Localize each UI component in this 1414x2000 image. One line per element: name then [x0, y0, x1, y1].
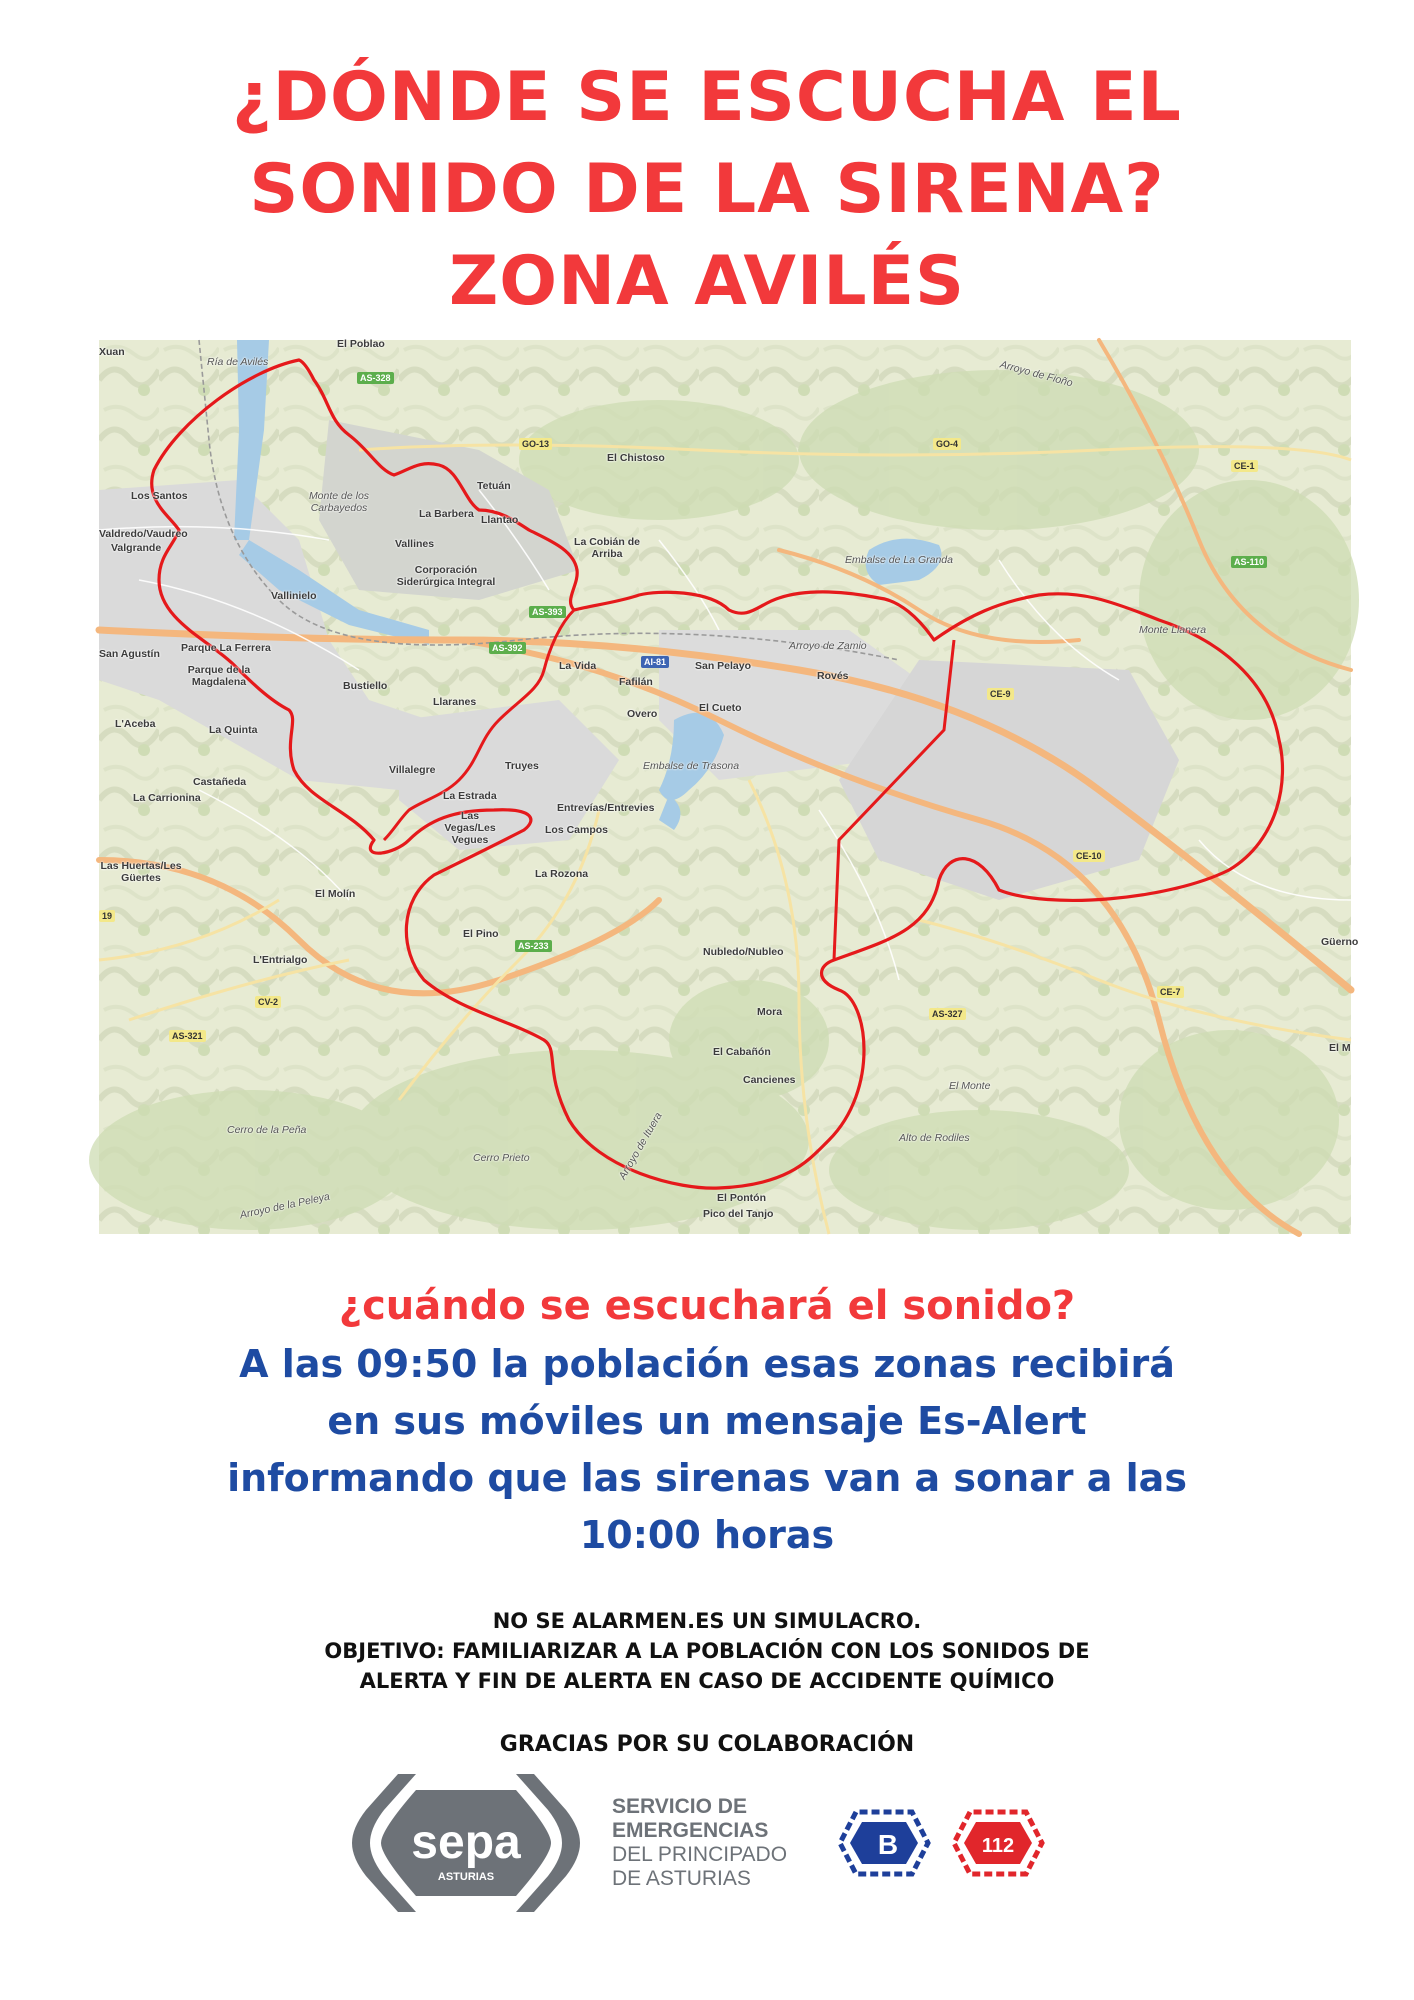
org-line-4: DE ASTURIAS: [612, 1867, 751, 1890]
place-label: L'Aceba: [115, 718, 156, 730]
firefighters-badge-icon: [836, 1808, 932, 1878]
place-label: Arroyo de Ituera: [616, 1110, 665, 1182]
place-label: San Agustín: [99, 648, 160, 660]
info-line-3: informando que las sirenas van a sonar a las: [227, 1456, 1187, 1500]
place-label: Embalse de Trasona: [643, 760, 740, 772]
place-label: Mora: [757, 1006, 783, 1018]
place-label: Arroyo de la Peleya: [238, 1190, 331, 1222]
thanks-text: GRACIAS POR SU COLABORACIÓN: [499, 1732, 915, 1757]
sepa-logo: [346, 1770, 586, 1916]
place-label: El Pino: [463, 928, 499, 940]
info-line-2: en sus móviles un mensaje Es-Alert: [327, 1399, 1087, 1443]
place-label: Cancienes: [743, 1074, 796, 1086]
place-label: Pico del Tanjo: [703, 1208, 774, 1220]
road-shield: AS-110: [1231, 556, 1267, 568]
place-label: El M: [1329, 1042, 1351, 1054]
road-shield: AS-328: [357, 372, 394, 384]
place-label: Xuan: [99, 346, 125, 358]
place-label: Monte de los Carbayedos: [308, 490, 370, 514]
note-line-3: ALERTA Y FIN DE ALERTA EN CASO DE ACCIDENTE QUÍMICO: [359, 1669, 1055, 1693]
road-shield: CV-2: [255, 996, 281, 1008]
org-line-3: DEL PRINCIPADO: [612, 1843, 788, 1866]
road-shield: AS-233: [515, 940, 552, 952]
road-shield: CE-10: [1073, 850, 1105, 862]
road-shield: AS-327: [929, 1008, 966, 1020]
place-label: Rovés: [817, 670, 849, 682]
place-label: El Cabañón: [713, 1046, 771, 1058]
place-label: L'Entrialgo: [253, 954, 308, 966]
title-line-3: ZONA AVILÉS: [448, 242, 966, 321]
place-label: La Barbera: [419, 508, 474, 520]
place-label: Fafilán: [619, 676, 653, 688]
svg-text:B: B: [877, 1829, 899, 1860]
place-label: Valgrande: [111, 542, 162, 554]
organization-name: [612, 1795, 787, 1891]
place-label: Cerro Prieto: [473, 1152, 530, 1164]
place-label: La Vida: [559, 660, 597, 672]
road-shield: AS-393: [529, 606, 566, 618]
place-label: El Cueto: [699, 702, 742, 714]
place-label: Corporación Siderúrgica Integral: [396, 564, 496, 588]
place-label: San Pelayo: [695, 660, 752, 672]
alert-info: [0, 1336, 1414, 1564]
place-label: Güerno: [1321, 936, 1359, 948]
place-label: Arroyo de Zamio: [789, 640, 867, 652]
place-label: Truyes: [505, 760, 539, 772]
sepa-logo-subtext: ASTURIAS: [437, 1871, 495, 1883]
place-label: Tetuán: [477, 480, 511, 492]
place-label: El Monte: [949, 1080, 991, 1092]
drill-notice: [0, 1606, 1414, 1696]
note-line-1: NO SE ALARMEN.ES UN SIMULACRO.: [492, 1609, 922, 1633]
place-label: Llantao: [481, 514, 519, 526]
place-label: Bustiello: [343, 680, 388, 692]
place-label: Arroyo de Fioño: [998, 358, 1074, 390]
place-label: El Pontón: [717, 1192, 766, 1204]
place-label: La Cobián de Arriba: [574, 536, 640, 560]
place-label: La Rozona: [535, 868, 589, 880]
place-label: Villalegre: [389, 764, 436, 776]
place-label: Vallinielo: [271, 590, 317, 602]
org-line-2: EMERGENCIAS: [612, 1819, 769, 1842]
title-line-1: ¿DÓNDE SE ESCUCHA EL: [232, 58, 1182, 137]
org-line-1: SERVICIO DE: [612, 1795, 747, 1818]
siren-coverage-map[interactable]: [99, 338, 1359, 1234]
place-label: El Chistoso: [607, 452, 665, 464]
info-line-4: 10:00 horas: [579, 1513, 835, 1557]
road-shield: CE-9: [987, 688, 1014, 700]
place-label: Overo: [627, 708, 658, 720]
place-label: Parque de la Magdalena: [187, 664, 251, 688]
place-label: Los Santos: [131, 490, 188, 502]
place-label: Alto de Rodiles: [899, 1132, 970, 1144]
page-title: [0, 52, 1414, 328]
info-line-1: A las 09:50 la población esas zonas recibirá: [239, 1342, 1175, 1386]
map-canvas: [99, 340, 1351, 1234]
place-label: Monte Llanera: [1139, 624, 1207, 636]
road-shield: GO-4: [933, 438, 961, 450]
place-label: Los Campos: [545, 824, 609, 836]
place-label: Entrevías/Entrevies: [557, 802, 655, 814]
place-label: Parque La Ferrera: [181, 642, 271, 654]
road-shield: AS-392: [489, 642, 526, 654]
road-shield: 19: [99, 910, 115, 922]
place-label: La Carrionina: [133, 792, 201, 804]
place-label: Las Vegas/Les Vegues: [444, 810, 496, 846]
place-label: El Poblao: [337, 338, 385, 350]
title-line-2: SONIDO DE LA SIRENA?: [249, 150, 1165, 229]
road-shield: GO-13: [519, 438, 552, 450]
place-label: La Estrada: [443, 790, 497, 802]
place-label: Ría de Avilés: [207, 356, 269, 368]
note-line-2: OBJETIVO: FAMILIARIZAR A LA POBLACIÓN CON LOS SONIDOS DE: [324, 1639, 1090, 1663]
badge-112-text: 112: [981, 1835, 1015, 1857]
place-label: Llaranes: [433, 696, 477, 708]
place-label: Nubledo/Nubleo: [703, 946, 784, 958]
road-shield: AI-81: [641, 656, 669, 668]
place-label: Vallines: [395, 538, 435, 550]
emergency-112-badge-icon: [950, 1808, 1046, 1878]
road-shield: AS-321: [169, 1030, 206, 1042]
road-shield: CE-7: [1157, 986, 1184, 998]
sepa-logo-text: sepa: [411, 1816, 521, 1869]
road-shield: CE-1: [1231, 460, 1258, 472]
place-label: Cerro de la Peña: [227, 1124, 307, 1136]
place-label: Valdredo/Vaudreo: [99, 528, 188, 540]
place-label: La Quinta: [209, 724, 258, 736]
place-label: Castañeda: [193, 776, 247, 788]
when-question: ¿cuándo se escuchará el sonido?: [338, 1283, 1076, 1329]
place-label: Las Huertas/Les Güertes: [100, 860, 182, 884]
place-label: Embalse de La Granda: [845, 554, 953, 566]
place-label: El Molín: [315, 888, 356, 900]
